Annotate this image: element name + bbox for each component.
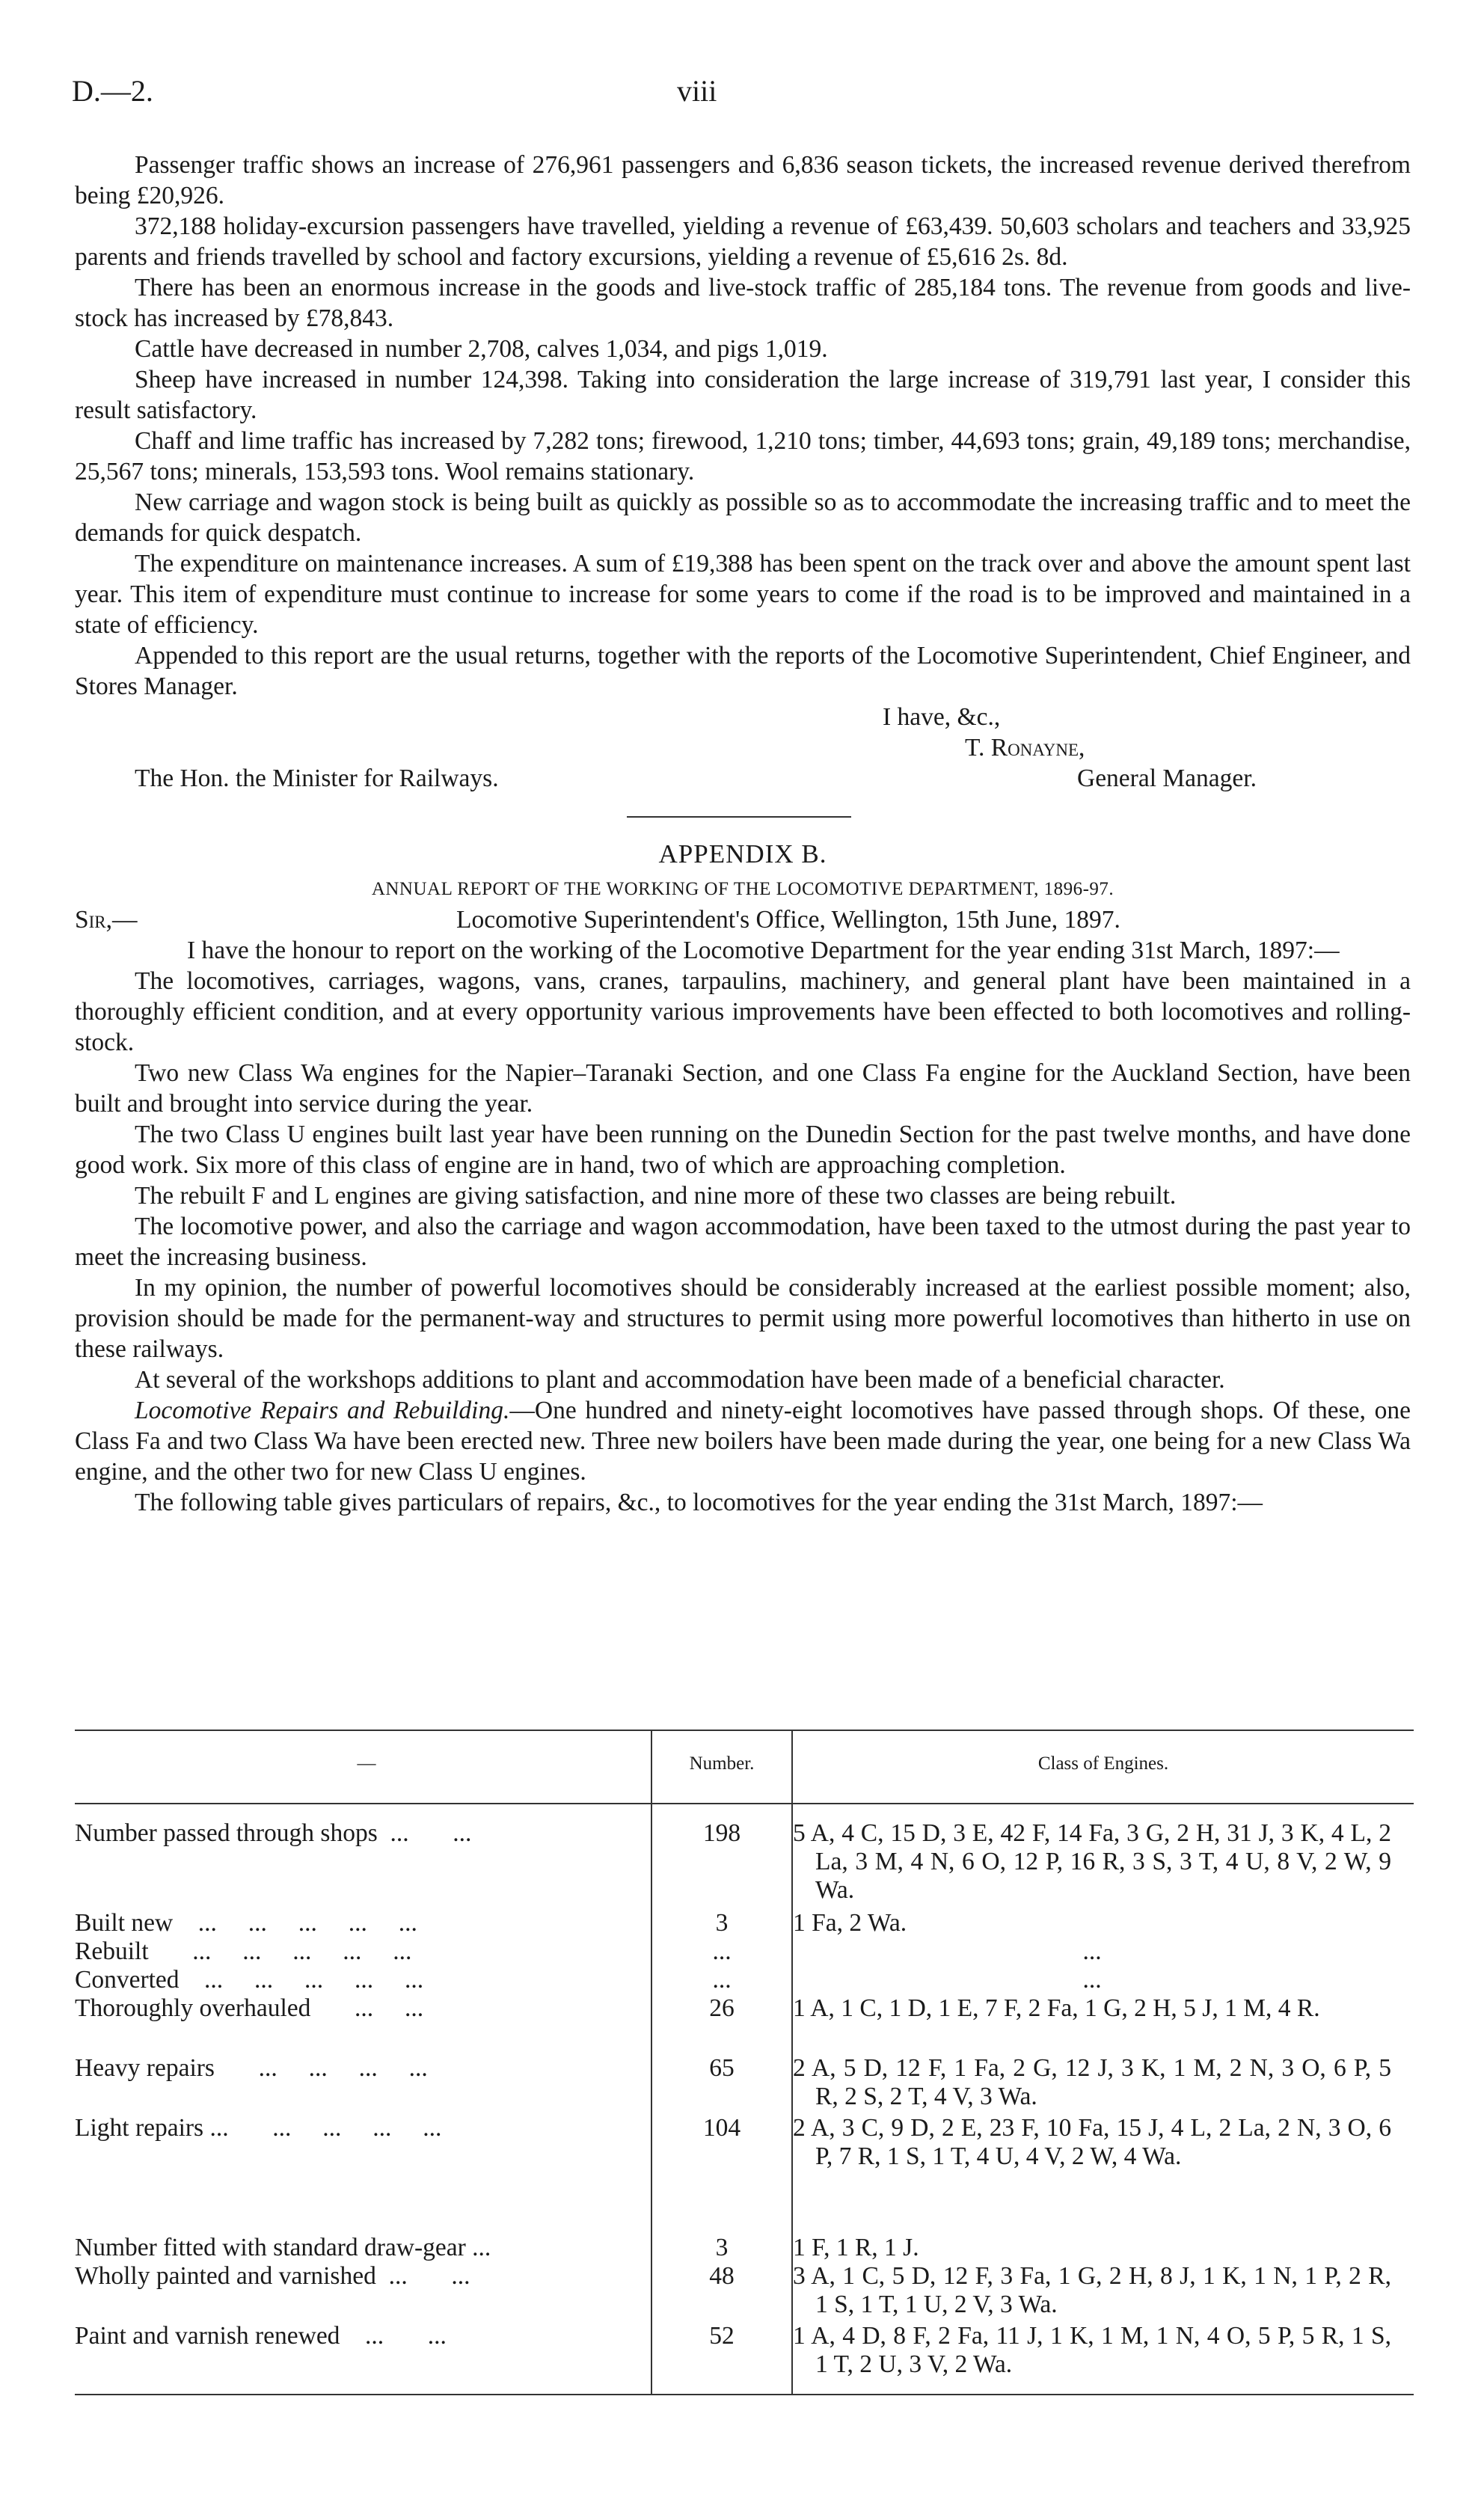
row-classes: 2 A, 5 D, 12 F, 1 Fa, 2 G, 12 J, 3 K, 1 M, 2 N, 3 O, 6 P, 5 R, 2 S, 2 T, 4 V, 3 Wa. xyxy=(793,2054,1391,2110)
table-column-divider xyxy=(791,1803,793,2394)
row-classes: 2 A, 3 C, 9 D, 2 E, 23 F, 10 Fa, 15 J, 4 L, 2 La, 2 N, 3 O, 6 P, 7 R, 1 S, 1 T, 4 U, 4 V, 2 W, 4 Wa. xyxy=(793,2114,1391,2170)
page-number: viii xyxy=(677,74,717,108)
row-number: 48 xyxy=(709,2262,735,2290)
row-classes: ... xyxy=(1082,1966,1102,1994)
row-classes: 1 Fa, 2 Wa. xyxy=(793,1909,907,1937)
row-classes: 5 A, 4 C, 15 D, 3 E, 42 F, 14 Fa, 3 G, 2 H, 31 J, 3 K, 4 L, 2 La, 3 M, 4 N, 6 O, 12 P, 16 R, 3 S, 3 T, 4 U, 8 V, 2 W, 9 Wa. xyxy=(793,1819,1391,1904)
intro-paragraph: There has been an enormous increase in the goods and live-stock traffic of 285,184 tons. The revenue from goods and live-stock has increased by £78,843. xyxy=(75,274,1411,332)
appendix-paragraph: I have the honour to report on the working of the Locomotive Department for the year ending 31st March, 1897:— xyxy=(187,937,1340,964)
appendix-subtitle: ANNUAL REPORT OF THE WORKING OF THE LOCOMOTIVE DEPARTMENT, 1896-97. xyxy=(371,879,1114,899)
row-label: Number fitted with standard draw-gear ... xyxy=(75,2234,491,2261)
intro-paragraph: Chaff and lime traffic has increased by 7,282 tons; firewood, 1,210 tons; timber, 44,693 tons; grain, 49,189 tons; merchandise, 25,567 tons; minerals, 153,593 tons. Wool remains stationary. xyxy=(75,427,1411,485)
appendix-paragraph: The two Class U engines built last year have been running on the Dunedin Section for the past twelve months, and have done good work. Six more of this class of engine are in hand, two of which are approaching completion. xyxy=(75,1121,1411,1179)
table-header-rule xyxy=(75,1803,1414,1804)
row-number: ... xyxy=(712,1966,732,1994)
signature-closing-line xyxy=(75,702,1411,732)
row-classes: ... xyxy=(1082,1937,1102,1965)
signature-name: T. Ronayne, xyxy=(965,734,1085,762)
table-bottom-rule xyxy=(75,2394,1414,2395)
signature-addressee-line xyxy=(75,763,1411,794)
appendix-paragraph: At several of the workshops additions to plant and accommodation have been made of a beneficial character. xyxy=(135,1366,1225,1394)
intro-paragraph: 372,188 holiday-excursion passengers have travelled, yielding a revenue of £63,439. 50,603 scholars and teachers and 33,925 parents and friends travelled by school and factory excursions, yielding a revenue of £5,616 2s. 8d. xyxy=(75,212,1411,271)
repairs-text: —One hundred and ninety-eight locomotives have passed through shops. Of these, one Class Fa and two Class Wa have been erected new. Three new boilers have been made during the year, one being for a new Class Wa engine, and the other two for new Class U engines. xyxy=(75,1397,1411,1486)
repairs-paragraph xyxy=(75,1395,1411,1487)
salutation: Sir,— xyxy=(75,906,138,934)
page-reference: D.—2. xyxy=(72,74,153,108)
repairs-heading: Locomotive Repairs and Rebuilding. xyxy=(135,1397,510,1424)
column-header-label: — xyxy=(357,1753,376,1774)
row-number: 65 xyxy=(709,2054,735,2082)
row-number: 3 xyxy=(715,2234,729,2261)
report-body xyxy=(75,150,1411,1518)
row-label: Thoroughly overhauled ... ... xyxy=(75,1994,424,2022)
row-label: Rebuilt ... ... ... ... ... xyxy=(75,1937,412,1965)
appendix-paragraph: The locomotives, carriages, wagons, vans, cranes, tarpaulins, machinery, and general plant have been maintained in a thoroughly efficient condition, and at every opportunity various improvements have been effected to both locomotives and rolling-stock. xyxy=(75,967,1411,1056)
salutation-line xyxy=(75,904,1411,935)
intro-paragraph: Passenger traffic shows an increase of 276,961 passengers and 6,836 season tickets, the increased revenue derived therefrom being £20,926. xyxy=(75,151,1411,209)
locomotive-repairs-table xyxy=(75,1730,1414,2395)
row-label: Number passed through shops ... ... xyxy=(75,1819,472,1847)
intro-paragraph: Sheep have increased in number 124,398. Taking into consideration the large increase of 319,791 last year, I consider this result satisfactory. xyxy=(75,366,1411,424)
row-classes: 1 A, 4 D, 8 F, 2 Fa, 11 J, 1 K, 1 M, 1 N, 4 O, 5 P, 5 R, 1 S, 1 T, 2 U, 3 V, 2 Wa. xyxy=(793,2322,1391,2378)
row-label: Heavy repairs ... ... ... ... xyxy=(75,2054,428,2082)
row-number: 104 xyxy=(702,2114,741,2142)
row-number: 52 xyxy=(709,2322,735,2350)
row-classes: 1 F, 1 R, 1 J. xyxy=(793,2234,919,2261)
table-intro: The following table gives particulars of repairs, &c., to locomotives for the year ending the 31st March, 1897:— xyxy=(135,1489,1263,1516)
column-header-classes: Class of Engines. xyxy=(1037,1753,1169,1774)
section-divider xyxy=(627,816,851,818)
signature-addressee: The Hon. the Minister for Railways. xyxy=(135,765,499,792)
appendix-title: APPENDIX B. xyxy=(658,839,827,868)
row-classes: 3 A, 1 C, 5 D, 12 F, 3 Fa, 1 G, 2 H, 8 J, 1 K, 1 N, 1 P, 2 R, 1 S, 1 T, 1 U, 2 V, 3 Wa. xyxy=(793,2262,1391,2318)
signature-title: General Manager. xyxy=(1077,765,1257,792)
row-label: Wholly painted and varnished ... ... xyxy=(75,2262,470,2290)
intro-paragraph: Cattle have decreased in number 2,708, calves 1,034, and pigs 1,019. xyxy=(135,335,828,363)
row-number: 198 xyxy=(702,1819,741,1847)
row-number: 3 xyxy=(715,1909,729,1937)
appendix-paragraph: Two new Class Wa engines for the Napier–Taranaki Section, and one Class Fa engine for the Auckland Section, have been built and brought into service during the year. xyxy=(75,1059,1411,1118)
intro-paragraph: New carriage and wagon stock is being built as quickly as possible so as to accommodate the increasing traffic and to meet the demands for quick despatch. xyxy=(75,488,1411,547)
table-column-divider xyxy=(651,1803,652,2394)
office-address: Locomotive Superintendent's Office, Wellington, 15th June, 1897. xyxy=(456,906,1120,934)
row-label: Light repairs ... ... ... ... ... xyxy=(75,2114,442,2142)
row-classes: 1 A, 1 C, 1 D, 1 E, 7 F, 2 Fa, 1 G, 2 H, 5 J, 1 M, 4 R. xyxy=(793,1994,1320,2022)
row-label: Built new ... ... ... ... ... xyxy=(75,1909,417,1937)
row-label: Converted ... ... ... ... ... xyxy=(75,1966,424,1994)
signature-name-line xyxy=(75,732,1411,763)
intro-paragraph: The expenditure on maintenance increases. A sum of £19,388 has been spent on the track over and above the amount spent last year. This item of expenditure must continue to increase for some years to come if the road is to be improved and maintained in a state of efficiency. xyxy=(75,550,1411,639)
column-header-number: Number. xyxy=(689,1753,755,1774)
signature-closing: I have, &c., xyxy=(883,703,1001,731)
row-number: 26 xyxy=(709,1994,735,2022)
appendix-paragraph: The locomotive power, and also the carriage and wagon accommodation, have been taxed to the utmost during the past year to meet the increasing business. xyxy=(75,1213,1411,1271)
appendix-paragraph: The rebuilt F and L engines are giving satisfaction, and nine more of these two classes are being rebuilt. xyxy=(135,1182,1177,1210)
row-label: Paint and varnish renewed ... ... xyxy=(75,2322,447,2350)
table-top-rule xyxy=(75,1730,1414,1731)
row-number: ... xyxy=(712,1937,732,1965)
intro-paragraph: Appended to this report are the usual returns, together with the reports of the Locomotive Superintendent, Chief Engineer, and Stores Manager. xyxy=(75,642,1411,700)
appendix-paragraph: In my opinion, the number of powerful locomotives should be considerably increased at the earliest possible moment; also, provision should be made for the permanent-way and structures to permit using more powerful locomotives than hitherto in use on these railways. xyxy=(75,1274,1411,1363)
